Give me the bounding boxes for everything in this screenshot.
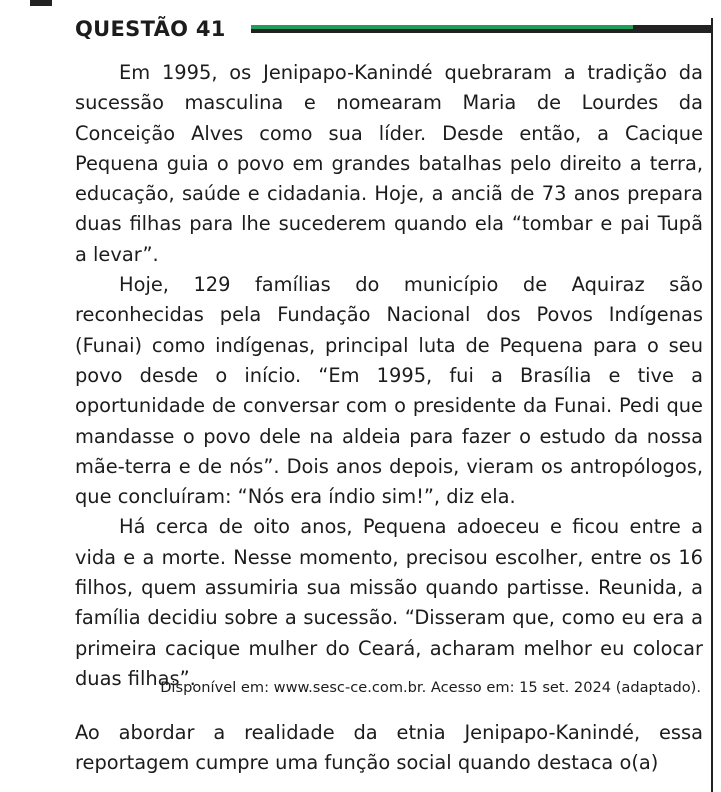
question-header bbox=[75, 12, 712, 46]
article-paragraph-1: Em 1995, os Jenipapo-Kanindé quebraram a tradição da sucessão masculina e nomearam Maria de Lourdes da Conceição Alves como sua líder. Desde então, a Cacique Pequena guia o povo em grandes batalhas pelo direito a terra, educação, saúde e cidadania. Hoje, a anciã de 73 anos prepara duas filhas para lhe sucederem quando ela “tombar e pai Tupã a levar”. bbox=[75, 61, 703, 266]
question-prompt-text: Ao abordar a realidade da etnia Jenipapo-Kanindé, essa reportagem cumpre uma função social quando destaca o(a) bbox=[75, 721, 703, 775]
source-citation: Disponível em: www.sesc-ce.com.br. Acesso em: 15 set. 2024 (adaptado). bbox=[160, 679, 701, 696]
header-rule-accent bbox=[251, 25, 633, 29]
page-right-rule bbox=[711, 18, 713, 792]
article-text bbox=[75, 58, 703, 694]
question-number: QUESTÃO 41 bbox=[75, 17, 226, 41]
page-corner-mark bbox=[30, 0, 52, 6]
question-prompt bbox=[75, 718, 703, 779]
article-paragraph-3: Há cerca de oito anos, Pequena adoeceu e ficou entre a vida e a morte. Nesse momento, precisou escolher, entre os 16 filhos, quem assumiria sua missão quando partisse. Reunida, a família decidiu sobre a sucessão. “Disseram que, como eu era a primeira cacique mulher do Ceará, acharam melhor eu colocar duas filhas”. bbox=[75, 515, 703, 690]
header-rule bbox=[251, 25, 712, 33]
article-paragraph-2: Hoje, 129 famílias do município de Aquiraz são reconhecidas pela Fundação Nacional dos Povos Indígenas (Funai) como indígenas, principal luta de Pequena para o seu povo desde o início. “Em 1995, fui a Brasília e tive a oportunidade de conversar com o presidente da Funai. Pedi que mandasse o povo dele na aldeia para fazer o estudo da nossa mãe-terra e de nós”. Dois anos depois, vieram os antropólogos, que concluíram: “Nós era índio sim!”, diz ela. bbox=[75, 273, 703, 509]
